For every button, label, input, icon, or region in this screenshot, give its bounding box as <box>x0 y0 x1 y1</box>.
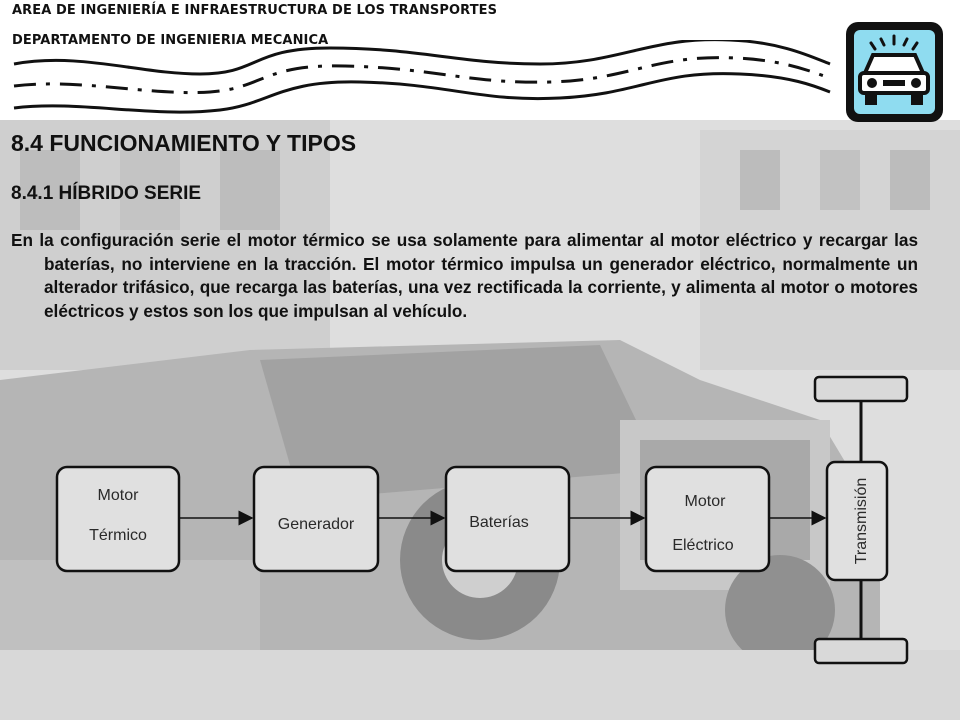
baterias-label: Baterías <box>469 514 529 531</box>
section-paragraph: En la configuración serie el motor térmico se usa solamente para alimentar al motor eléctrico y recargar las baterías, no interviene en la tracción. El motor térmico impulsa un generador eléctrico, normalmente un alterador trifásico, que recarga las baterías, una vez rectificada la corriente, y alimenta al motor o motores eléctricos y estos son los que impulsan al vehículo. <box>11 230 918 321</box>
motor-electrico-label-1: Motor <box>684 493 726 510</box>
motor-electrico-label-2: Eléctrico <box>672 537 734 554</box>
section-subtitle: 8.4.1 HÍBRIDO SERIE <box>11 183 202 204</box>
box-generador <box>254 467 378 571</box>
section-title: 8.4 FUNCIONAMIENTO Y TIPOS <box>11 130 357 156</box>
transmision-label: Transmisión <box>853 477 870 565</box>
header-area-title: AREA DE INGENIERÍA E INFRAESTRUCTURA DE LOS TRANSPORTES <box>12 3 498 18</box>
box-baterias <box>446 467 569 571</box>
car-icon <box>843 19 946 125</box>
box-motor-termico <box>57 467 179 571</box>
generador-label: Generador <box>277 516 355 533</box>
box-transmision <box>827 462 887 580</box>
motor-termico-label-1: Motor <box>97 487 139 504</box>
road-banner-graphic <box>0 40 840 120</box>
series-hybrid-diagram <box>0 370 960 670</box>
header-department-title: DEPARTAMENTO DE INGENIERIA MECANICA <box>12 33 329 48</box>
box-motor-electrico <box>646 467 769 571</box>
motor-termico-label-2: Térmico <box>89 527 147 544</box>
